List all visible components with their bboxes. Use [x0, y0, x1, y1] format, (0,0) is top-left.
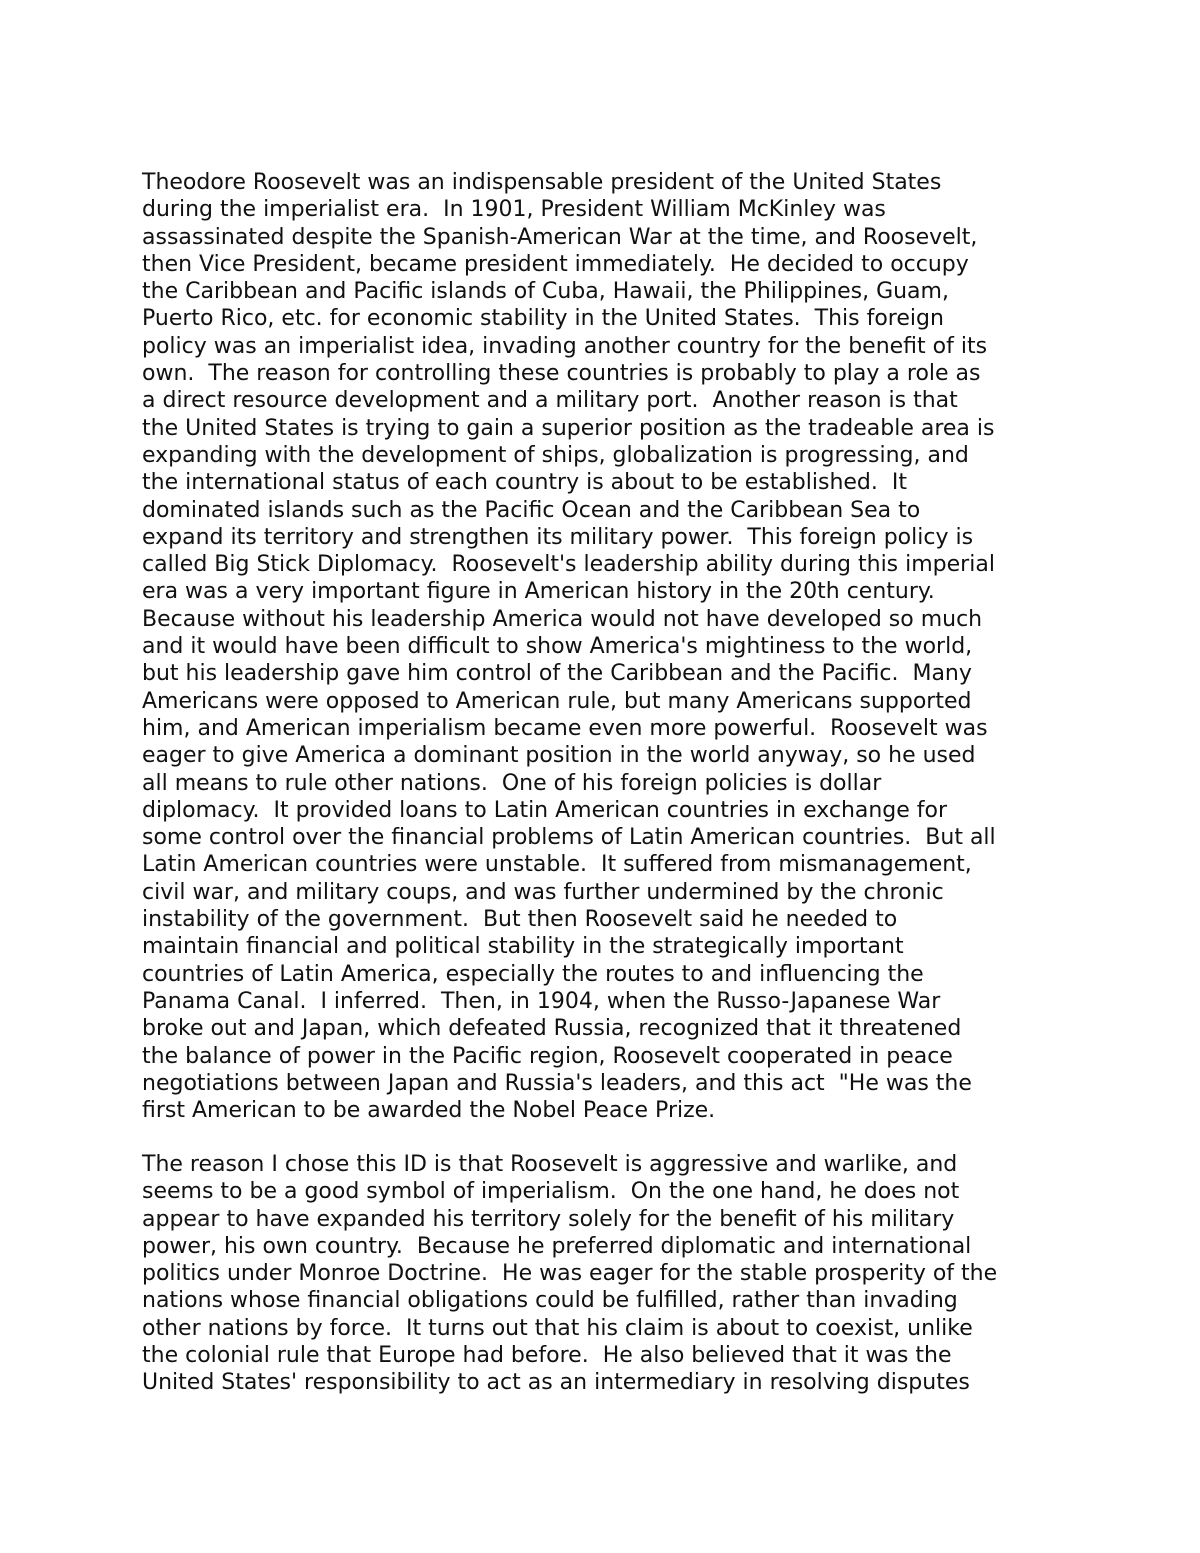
text-line: then Vice President, became president immediately. He decided to occupy: [142, 251, 969, 277]
text-line: Panama Canal. I inferred. Then, in 1904, when the Russo-Japanese War: [142, 988, 941, 1014]
text-line: broke out and Japan, which defeated Russia, recognized that it threatened: [142, 1016, 962, 1042]
text-line: Puerto Rico, etc. for economic stability in the United States. This foreign: [142, 306, 944, 332]
text-line: expand its territory and strengthen its military power. This foreign policy is: [142, 524, 974, 550]
text-line: Americans were opposed to American rule, but many Americans supported: [142, 688, 972, 714]
text-line: the international status of each country is about to be established. It: [142, 470, 907, 496]
text-line: policy was an imperialist idea, invading another country for the benefit of its: [142, 333, 988, 359]
text-line: Theodore Roosevelt was an indispensable president of the United States: [142, 170, 942, 195]
text-line: called Big Stick Diplomacy. Roosevelt's leadership ability during this imperial: [142, 552, 995, 578]
text-line: countries of Latin America, especially the routes to and influencing the: [142, 961, 924, 987]
paragraph-2: [142, 1151, 1092, 1397]
text-line: the balance of power in the Pacific region, Roosevelt cooperated in peace: [142, 1043, 953, 1069]
text-line: the colonial rule that Europe had before. He also believed that it was the: [142, 1343, 952, 1369]
text-line: all means to rule other nations. One of his foreign policies is dollar: [142, 770, 882, 796]
text-line: nations whose financial obligations could be fulfilled, rather than invading: [142, 1288, 958, 1314]
text-line: negotiations between Japan and Russia's leaders, and this act "He was the: [142, 1070, 972, 1096]
text-line: but his leadership gave him control of the Caribbean and the Pacific. Many: [142, 661, 972, 687]
text-line: diplomacy. It provided loans to Latin American countries in exchange for: [142, 797, 948, 823]
text-line: during the imperialist era. In 1901, President William McKinley was: [142, 197, 886, 223]
text-line: era was a very important figure in American history in the 20th century.: [142, 579, 935, 605]
text-line: maintain financial and political stability in the strategically important: [142, 934, 904, 960]
text-line: appear to have expanded his territory solely for the benefit of his military: [142, 1206, 955, 1232]
text-line: Because without his leadership America would not have developed so much: [142, 606, 983, 632]
text-line: Latin American countries were unstable. It suffered from mismanagement,: [142, 852, 972, 878]
text-line: United States' responsibility to act as an intermediary in resolving disputes: [142, 1370, 970, 1396]
text-line: seems to be a good symbol of imperialism. On the one hand, he does not: [142, 1179, 960, 1205]
text-line: power, his own country. Because he preferred diplomatic and international: [142, 1233, 972, 1259]
text-line: some control over the financial problems of Latin American countries. But all: [142, 825, 996, 851]
text-line: politics under Monroe Doctrine. He was eager for the stable prosperity of the: [142, 1261, 998, 1287]
text-line: him, and American imperialism became even more powerful. Roosevelt was: [142, 715, 988, 741]
text-line: civil war, and military coups, and was further undermined by the chronic: [142, 879, 944, 905]
text-line: a direct resource development and a military port. Another reason is that: [142, 388, 958, 414]
text-line: expanding with the development of ships, globalization is progressing, and: [142, 442, 969, 468]
text-line: The reason I chose this ID is that Roosevelt is aggressive and warlike, and: [142, 1152, 958, 1177]
text-line: the United States is trying to gain a superior position as the tradeable area is: [142, 415, 995, 441]
text-line: eager to give America a dominant position in the world anyway, so he used: [142, 743, 976, 769]
text-line: the Caribbean and Pacific islands of Cuba, Hawaii, the Philippines, Guam,: [142, 279, 949, 305]
text-line: assassinated despite the Spanish-American War at the time, and Roosevelt,: [142, 224, 978, 250]
text-line: first American to be awarded the Nobel Peace Prize.: [142, 1098, 716, 1124]
text-line: other nations by force. It turns out that his claim is about to coexist, unlike: [142, 1315, 973, 1341]
text-line: dominated islands such as the Pacific Ocean and the Caribbean Sea to: [142, 497, 921, 523]
text-line: and it would have been difficult to show America's mightiness to the world,: [142, 634, 973, 660]
text-line: instability of the government. But then Roosevelt said he needed to: [142, 907, 898, 933]
text-line: own. The reason for controlling these countries is probably to play a role as: [142, 361, 981, 387]
paragraph-1: [142, 169, 1092, 1124]
